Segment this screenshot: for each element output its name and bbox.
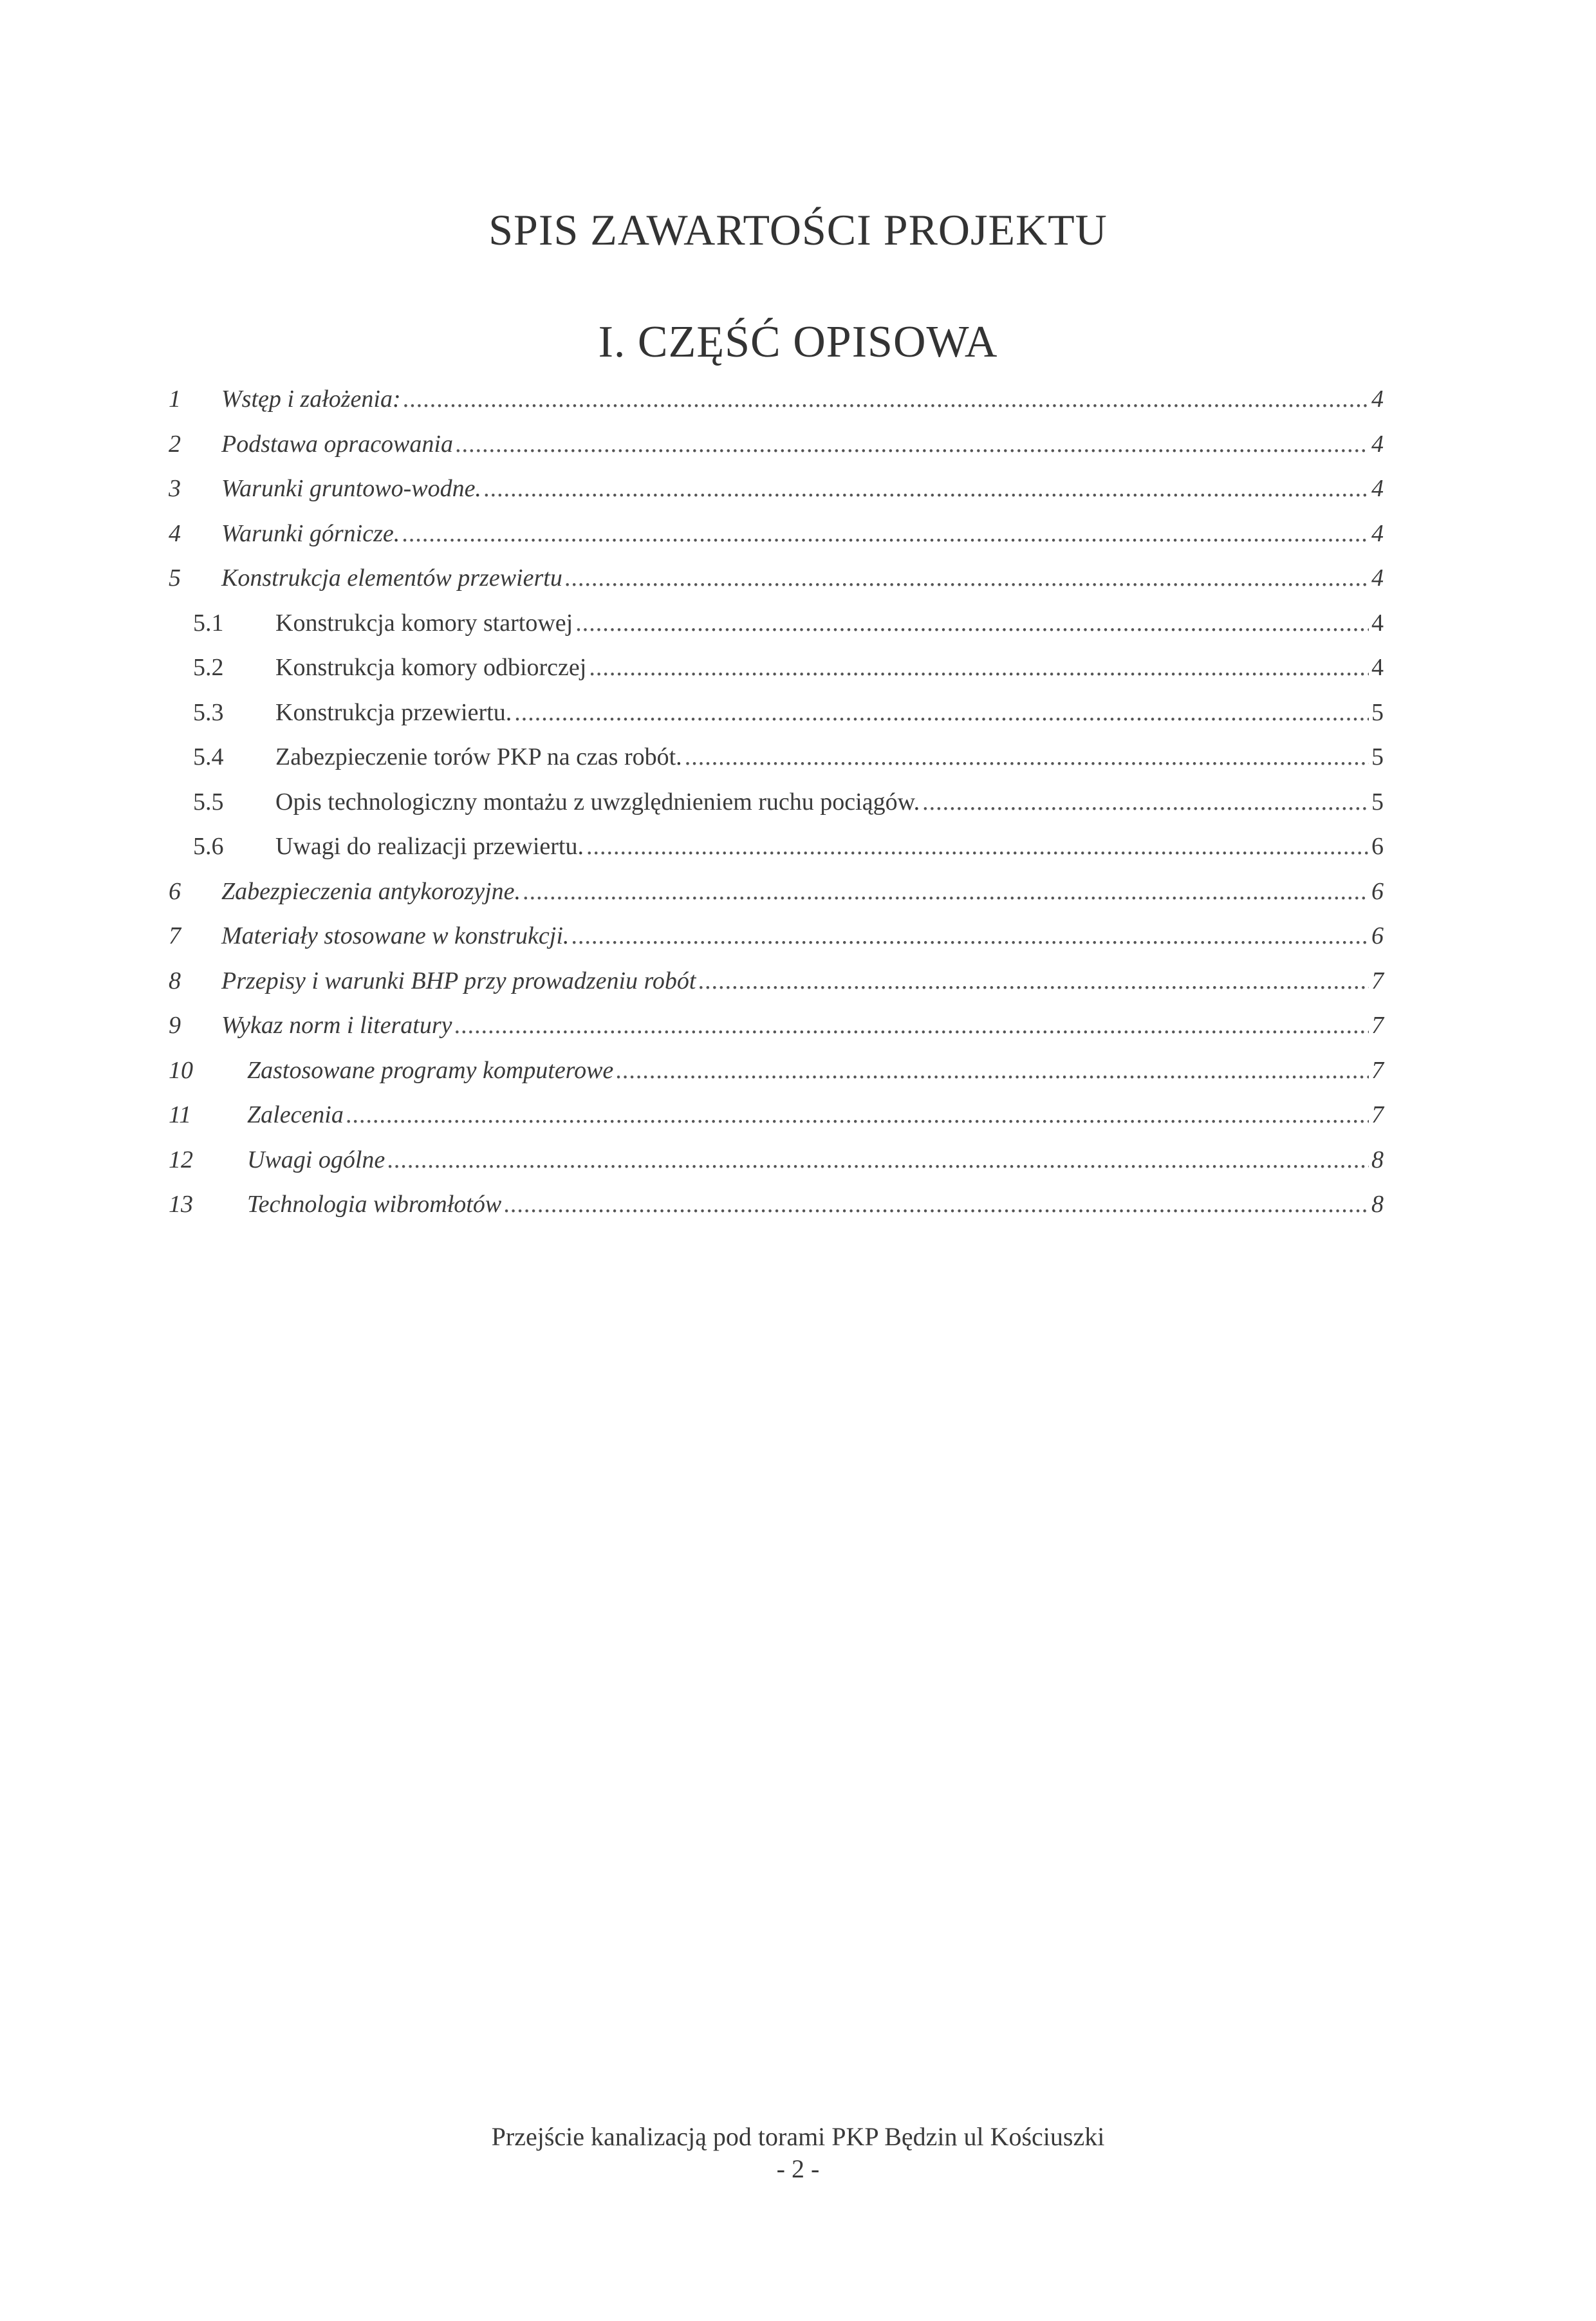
toc-entry: [169, 873, 1384, 909]
toc-entry: [169, 426, 1384, 462]
toc-entry-number: 5.1: [193, 610, 224, 637]
toc-entry: [169, 471, 1384, 507]
toc-entry-label: Wstęp i założenia:: [221, 386, 401, 413]
toc-entry-label: Uwagi do realizacji przewiertu.: [275, 833, 584, 860]
toc-entry: [169, 516, 1384, 552]
toc-entry-page: 8: [1371, 1191, 1384, 1218]
toc-entry: [169, 963, 1384, 999]
toc-entry-number: 5: [169, 564, 181, 592]
toc-dot-leader: [514, 694, 1369, 731]
toc-entry-page: 4: [1371, 386, 1384, 413]
toc-dot-leader: [455, 1007, 1369, 1043]
toc-entry-page: 5: [1371, 699, 1384, 726]
toc-entry-number: 3: [169, 475, 181, 502]
footer-title: Przejście kanalizacją pod torami PKP Będzin ul Kościuszki: [491, 2122, 1105, 2151]
toc-entry-label: Wykaz norm i literatury: [221, 1012, 452, 1039]
toc-entry-number: 5.6: [193, 833, 224, 860]
toc-entry-label: Zastosowane programy komputerowe: [247, 1057, 614, 1084]
toc-entry: [169, 694, 1384, 731]
toc-entry-number: 5.3: [193, 699, 224, 726]
toc-entry-page: 7: [1371, 1057, 1384, 1084]
toc-dot-leader: [586, 828, 1369, 864]
toc-entry-number: 4: [169, 520, 181, 547]
toc-dot-leader: [387, 1142, 1369, 1178]
toc-entry-number: 8: [169, 967, 181, 994]
toc-entry: [169, 784, 1384, 820]
toc-entry-number: 7: [169, 922, 181, 949]
toc-entry-page: 6: [1371, 878, 1384, 905]
toc-dot-leader: [616, 1052, 1369, 1088]
toc-entry-number: 9: [169, 1012, 181, 1039]
toc-entry-number: 10: [169, 1057, 193, 1084]
toc-entry-number: 12: [169, 1146, 193, 1173]
toc-entry: [169, 1007, 1384, 1043]
toc-entry-page: 8: [1371, 1146, 1384, 1173]
toc-dot-leader: [504, 1186, 1369, 1222]
toc-entry-number: 2: [169, 431, 181, 458]
toc-entry-page: 4: [1371, 475, 1384, 502]
toc-entry-label: Zalecenia: [247, 1101, 344, 1128]
main-title: SPIS ZAWARTOŚCI PROJEKTU: [488, 205, 1108, 254]
toc-dot-leader: [922, 784, 1369, 820]
toc-entry-page: 4: [1371, 654, 1384, 681]
toc-entry-page: 6: [1371, 922, 1384, 949]
toc-dot-leader: [589, 649, 1369, 685]
toc-entry-label: Konstrukcja komory startowej: [275, 610, 573, 637]
toc-dot-leader: [698, 963, 1369, 999]
toc-entry-page: 7: [1371, 1101, 1384, 1128]
toc-entry-page: 6: [1371, 833, 1384, 860]
toc-entry-label: Konstrukcja przewiertu.: [275, 699, 512, 726]
toc-entry-label: Uwagi ogólne: [247, 1146, 385, 1173]
toc-entry-page: 5: [1371, 743, 1384, 770]
toc-entry-label: Przepisy i warunki BHP przy prowadzeniu robót: [221, 967, 696, 994]
page-number: - 2 -: [776, 2154, 820, 2183]
toc-entry-label: Materiały stosowane w konstrukcji.: [221, 922, 570, 949]
toc-entry: [169, 739, 1384, 775]
toc-entry-label: Konstrukcja elementów przewiertu: [221, 564, 562, 592]
toc-entry-number: 13: [169, 1191, 193, 1218]
section-title: I. CZĘŚĆ OPISOWA: [598, 317, 998, 367]
toc-dot-leader: [523, 873, 1369, 909]
toc-entry: [169, 918, 1384, 954]
toc-entry: [169, 828, 1384, 864]
toc-entry: [169, 1186, 1384, 1222]
toc-entry-number: 5.5: [193, 788, 224, 816]
toc-dot-leader: [571, 918, 1369, 954]
toc-entry-number: 5.4: [193, 743, 224, 770]
toc-entry: [169, 605, 1384, 641]
toc-entry-number: 6: [169, 878, 181, 905]
toc-entry: [169, 381, 1384, 417]
toc-dot-leader: [575, 605, 1369, 641]
toc-entry-number: 11: [169, 1101, 192, 1128]
toc-entry: [169, 1097, 1384, 1133]
toc-entry: [169, 560, 1384, 596]
toc-entry: [169, 1052, 1384, 1088]
toc-dot-leader: [565, 560, 1369, 596]
toc-entry-page: 5: [1371, 788, 1384, 816]
toc-entry-label: Technologia wibromłotów: [247, 1191, 502, 1218]
toc-dot-leader: [685, 739, 1369, 775]
toc-entry-page: 4: [1371, 564, 1384, 592]
toc-entry-label: Opis technologiczny montażu z uwzględnieniem ruchu pociągów.: [275, 788, 920, 816]
toc-entry-label: Zabezpieczenia antykorozyjne.: [221, 878, 521, 905]
toc-entry: [169, 1142, 1384, 1178]
toc-entry-page: 7: [1371, 967, 1384, 994]
toc-dot-leader: [456, 426, 1369, 462]
toc-dot-leader: [346, 1097, 1369, 1133]
toc-entry-label: Podstawa opracowania: [221, 431, 453, 458]
toc-entry-page: 4: [1371, 431, 1384, 458]
toc-entry-page: 4: [1371, 520, 1384, 547]
toc-entry-page: 7: [1371, 1012, 1384, 1039]
toc-entry-number: 1: [169, 386, 181, 413]
toc-dot-leader: [404, 381, 1369, 417]
toc-dot-leader: [402, 516, 1369, 552]
toc-entry-page: 4: [1371, 610, 1384, 637]
toc-dot-leader: [484, 471, 1369, 507]
toc-entry-label: Zabezpieczenie torów PKP na czas robót.: [275, 743, 682, 770]
toc-entry-label: Warunki gruntowo-wodne.: [221, 475, 481, 502]
toc-entry-number: 5.2: [193, 654, 224, 681]
toc-entry: [169, 649, 1384, 685]
toc-entry-label: Warunki górnicze.: [221, 520, 400, 547]
toc-entry-label: Konstrukcja komory odbiorczej: [275, 654, 587, 681]
